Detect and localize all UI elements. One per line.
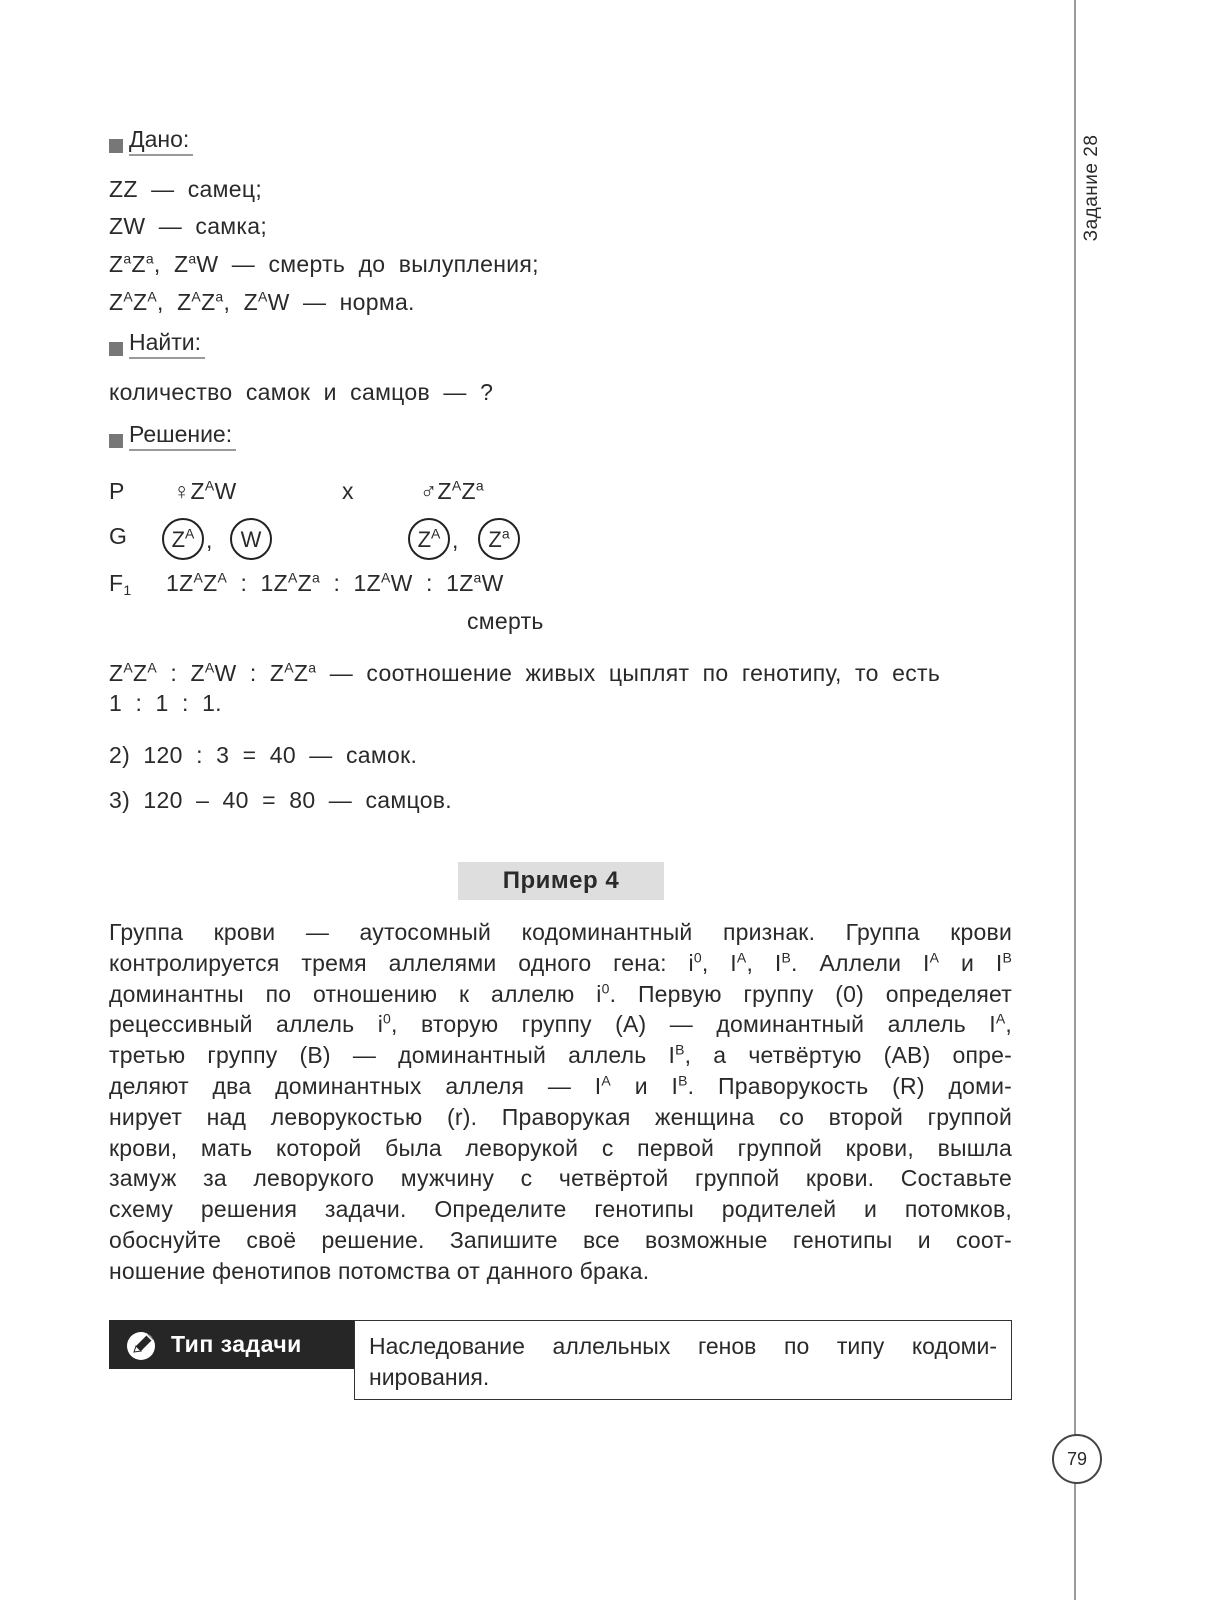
text-line: обоснуйте своё решение. Запишите все возможные генотипы и соот- [109,1226,1012,1253]
text-line: схему решения задачи. Определите генотипы родителей и потомков, [109,1196,1012,1223]
text-line: Наследование аллельных генов по типу кодоми- [369,1333,997,1359]
solution-heading-label: Решение: [129,421,236,451]
given-line: $Z^aZ^a$, $Z^aW$ — смерть до вылупления; [109,250,539,277]
gametes-label: G [109,523,128,549]
given-heading-label: Дано: [129,126,193,156]
page-number: 79 [1052,1434,1102,1484]
given-line: ZW — самка; [109,213,268,239]
text-line: крови, мать которой была леворукой с первой группой крови, вышла [109,1134,1012,1161]
bullet-square-icon [109,342,123,356]
margin-rule [1074,0,1076,1600]
parents-label: P [109,478,125,504]
bullet-square-icon [109,434,123,448]
gamete-separator: , [452,527,459,553]
solution-heading [109,421,236,451]
gamete-circle: W [230,518,272,560]
bullet-square-icon [109,139,123,153]
example-text [109,917,1012,1287]
gamete-separator: , [206,527,213,553]
step-2: 2) 120 : 3 = 40 — самок. [109,742,418,768]
death-note: смерть [467,608,544,634]
f1-offspring: $1Z^AZ^A$ : $1Z^AZ^a$ : $1Z^AW$ : $1Z^aW$ [166,569,504,596]
task-type-label: Тип задачи [171,1331,302,1357]
text-line: деляют два доминантных аллеля — $I^A$ и $I^B$. Праворукость (R) доми- [109,1072,1012,1099]
gamete-circle: $Z^A$ [162,518,204,560]
male-parent-genotype: $♂Z^AZ^a$ [420,477,484,504]
ratio-line: 1 : 1 : 1. [109,690,222,716]
task-type-badge [109,1320,354,1369]
cross-sign: x [342,478,354,504]
find-line: количество самок и самцов — ? [109,379,494,405]
text-line: контролируется тремя аллелями одного гена: $i^0$, $I^A$, $I^B$. Аллели $I^A$ и $I^B$ [109,949,1012,976]
gamete-circle: $Z^a$ [478,518,520,560]
given-heading [109,126,193,156]
f1-label: $F_1$ [109,570,132,599]
task-type-description [354,1320,1012,1400]
text-line: ношение фенотипов потомства от данного брака. [109,1257,650,1284]
given-line: ZZ — самец; [109,176,263,202]
text-line: замуж за леворукого мужчину с четвёртой группой крови. Составьте [109,1165,1012,1192]
female-parent-genotype: $♀Z^AW$ [173,477,237,504]
text-line: рецессивный аллель $i^0$, вторую группу (А) — доминантный аллель $I^A$, [109,1011,1013,1038]
find-heading [109,329,205,359]
gamete-circle: $Z^A$ [408,518,450,560]
text-line: Группа крови — аутосомный кодоминантный признак. Группа крови [109,919,1012,945]
example-title: Пример 4 [458,862,664,900]
section-label: Задание 28 [1081,134,1102,242]
pencil-icon [125,1328,159,1362]
step-3: 3) 120 – 40 = 80 — самцов. [109,787,452,813]
text-line: нирования. [369,1363,490,1390]
given-line: $Z^AZ^A$, $Z^AZ^a$, $Z^AW$ — норма. [109,288,415,315]
find-heading-label: Найти: [129,329,205,359]
text-line: нирует над леворукостью (r). Праворукая женщина со второй группой [109,1103,1012,1130]
text-line: доминантны по отношению к аллелю $i^0$. Первую группу (0) определяет [109,980,1012,1007]
text-line: третью группу (В) — доминантный аллель $I^B$, а четвёртую (АВ) опре- [109,1041,1012,1069]
ratio-line: $Z^AZ^A$ : $Z^AW$ : $Z^AZ^a$ — соотношение живых цыплят по генотипу, то есть [109,659,941,686]
